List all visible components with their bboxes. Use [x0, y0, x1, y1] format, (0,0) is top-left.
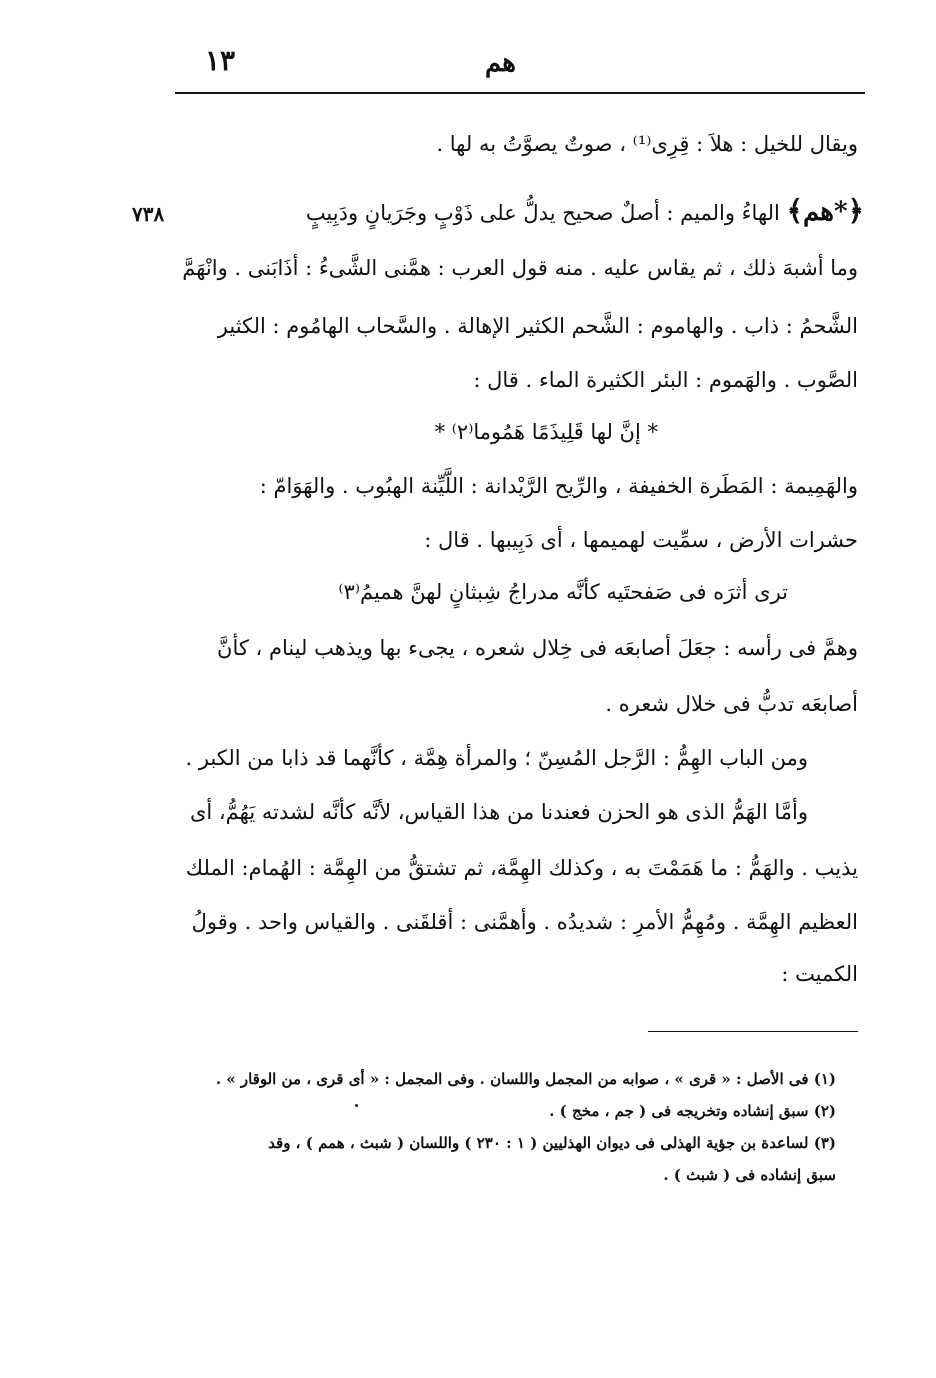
- entry-open-bracket: ﴿: [847, 194, 864, 227]
- footnote-rule: [648, 1031, 858, 1032]
- stray-dot: [355, 1104, 358, 1107]
- footnote-1: (١) فى الأصل : « قرى » ، صوابه من المجمل واللسان . وفى المجمل : « أى قرى ، من الوقار » .: [215, 1070, 836, 1088]
- verse-1: * إنَّ لها قَلِيذَمًا هَمُوما⁽٢⁾ *: [434, 420, 658, 444]
- body-line-8: وهمَّ فى رأسه : جعَلَ أصابعَه فى خِلال شعره ، يجىء بها ويذهب لينام ، كأنَّ: [217, 636, 858, 660]
- verse-2: ترى أثرَه فى صَفحتَيه كأنَّه مدراجُ شِبثانٍ لهنَّ هميمُ⁽٣⁾: [338, 580, 788, 604]
- entry-line: [306, 194, 864, 227]
- body-line-7: حشرات الأرض ، سمِّيت لهميمها ، أى دَبِيبها . قال :: [424, 528, 858, 552]
- body-line-3: وما أشبهَ ذلك ، ثم يقاس عليه . منه قول العرب : همَّنى الشَّىءُ : أذَابَنى . وانْهَمَّ: [182, 256, 858, 280]
- body-line-9: أصابعَه تدبُّ فى خلال شعره .: [605, 692, 858, 716]
- footnote-3-continued: سبق إنشاده فى ( شبث ) .: [663, 1166, 836, 1184]
- body-line-4: الشَّحمُ : ذاب . والهاموم : الشَّحم الكثير الإهالة . والسَّحاب الهامُوم : الكثير: [217, 314, 858, 338]
- body-line-10: ومن الباب الهِمُّ : الرَّجل المُسِنّ ؛ والمرأة هِمَّة ، كأنَّهما قد ذابا من الكبر .: [185, 746, 808, 770]
- header-rule: [175, 92, 865, 94]
- reference-number: ٧٣٨: [132, 202, 165, 226]
- body-line-14: الكميت :: [781, 962, 858, 986]
- body-line-5: الصَّوب . والهَموم : البئر الكثيرة الماء . قال :: [473, 368, 858, 392]
- entry-definition: الهاءُ والميم : أصلٌ صحيح يدلُّ على ذَوْبٍ وجَرَيانٍ ودَبِيبٍ: [305, 201, 780, 225]
- header-word: هم: [485, 48, 517, 78]
- body-line-13: العظيم الهِمَّة . ومُهِمُّ الأمرِ : شديدُه . وأهمَّنى : أقلقَنى . والقياس واحد . وقولُ: [191, 910, 858, 934]
- footnote-3: (٣) لساعدة بن جؤية الهذلى فى ديوان الهذليين ( ١ : ٢٣٠ ) واللسان ( شبث ، همم ) ، وقد: [268, 1134, 836, 1152]
- body-line-12: يذيب . والهَمُّ : ما هَمَمْتَ به ، وكذلك الهِمَّة، ثم تشتقُّ من الهِمَّة : الهُمام: الملك: [185, 856, 858, 880]
- footnote-2: (٢) سبق إنشاده وتخريجه فى ( جم ، مخج ) .: [549, 1102, 836, 1120]
- body-line-11: وأمَّا الهَمُّ الذى هو الحزن فعندنا من هذا القياس، لأنَّه كأنَّه لشدته يَهُمُّ، أى: [189, 800, 808, 824]
- entry-close-bracket: ﴾: [786, 194, 803, 227]
- entry-headword: *هم: [802, 197, 848, 227]
- page-number: ١٣: [205, 44, 236, 77]
- body-line-6: والهَمِيمة : المَطَرة الخفيفة ، والرِّيح الرَّيْدانة : اللَّيِّنة الهبُوب . والهَوَامّ :: [259, 474, 858, 498]
- body-line-1: ويقال للخيل : هلاَ : قِرِى⁽¹⁾ ، صوتٌ يصوَّتُ به لها .: [436, 132, 858, 156]
- running-head: [175, 44, 865, 92]
